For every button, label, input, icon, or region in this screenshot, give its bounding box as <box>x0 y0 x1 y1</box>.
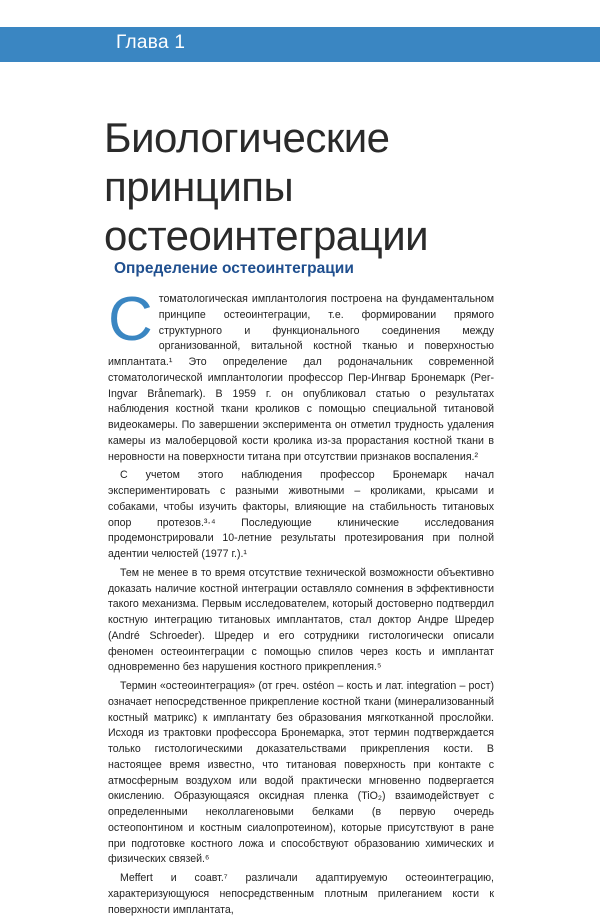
chapter-label <box>116 32 185 54</box>
page-title <box>104 113 584 260</box>
chapter-number: 1 <box>174 32 186 53</box>
paragraph-4: Термин «остеоинтеграция» (от греч. ostéon – кость и лат. integration – рост) означает непосредственное прикрепление костной ткани (минерализованный костный матрикс) к имплантату без образования мягкотканной прослойки. Исходя из трактовки профессора Бронемарка, этот термин подтверждается только гистологическими доказательствами прикрепления кости. В настоящее время известно, что титановая поверхность при контакте с атмосферным воздухом или водой практически мгновенно подвергается окислению. Образующаяся оксидная пленка (TiO₂) взаимодействует с определенными неколлагеновыми белками (в первую очередь остеопонтином и костным сиалопротеином), которые присутствуют в ране при подготовке костного ложа и способствуют образованию химических и физических связей.⁶ <box>108 680 494 866</box>
paragraph-3: Тем не менее в то время отсутствие технической возможности объективно доказать наличие костной интеграции оставляло сомнения в эффективности такого механизма. Первым исследователем, который достоверно подтвердил костную интеграцию титановых имплантатов, стал доктор Андре Шредер (André Schroeder). Шредер и его сотрудники гистологически описали феномен остеоинтеграции с помощью спилов через кость и имплантат одновременно без нарушения костного прикрепления.⁵ <box>108 566 494 674</box>
paragraph-1 <box>108 285 494 465</box>
paragraph-1-text: томатологическая имплантология построена на фундаментальном принципе остеоинтеграции, т.е. формировании прямого структурного и функционального соединения между организованной, витальной костной тканью и поверхностью имплантата.¹ Это определение дал родоначальник современной стоматологической имплантологии профессор Пер-Ингвар Бронемарк (Per-Ingvar Brånemark). В 1959 г. он опубликовал статью о результатах наблюдения костной ткани кроликов с помощью специальной титановой видеокамеры. По завершении эксперимента он отметил трудность удаления камеры из малоберцовой кости кролика из-за прорастания костной ткани в неровности на поверхности титана при отсутствии признаков воспаления.² <box>108 293 494 463</box>
drop-cap: С <box>108 285 153 354</box>
section-heading: Определение остеоинтеграции <box>114 260 354 277</box>
body-text <box>108 285 494 921</box>
chapter-word: Глава <box>116 32 169 53</box>
title-line-1: Биологические принципы <box>104 114 390 210</box>
paragraph-5: Meffert и соавт.⁷ различали адаптируемую остеоинтеграцию, характеризующуюся непосредственным плотным прилеганием кости к поверхности имплантата, <box>108 872 494 916</box>
chapter-header-bar <box>0 27 600 62</box>
title-line-2: остеоинтеграции <box>104 212 429 259</box>
paragraph-2: С учетом этого наблюдения профессор Бронемарк начал экспериментировать с разными животными – кроликами, крысами и собаками, чтобы изучить факторы, влияющие на стабильность титановых опор протезов.³·⁴ Последующие клинические исследования продемонстрировали 10-летние результаты протезирования при полной адентии челюстей (1977 г.).¹ <box>108 469 494 560</box>
